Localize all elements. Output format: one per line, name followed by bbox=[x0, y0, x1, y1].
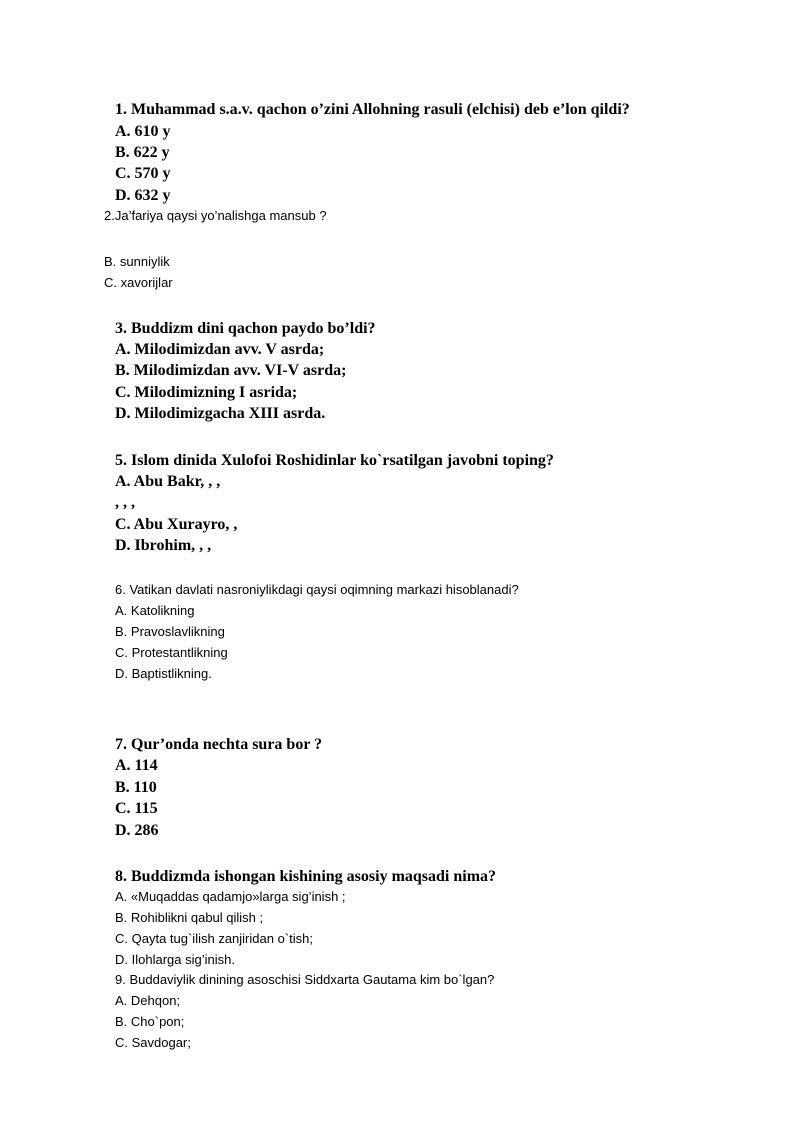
question-7: 7. Qur’onda nechta sura bor ? bbox=[115, 736, 323, 753]
question-6-option-b: B. Pravoslavlikning bbox=[115, 624, 225, 639]
question-1-option-d: D. 632 y bbox=[115, 187, 171, 204]
question-2-option-c: C. xavorijlar bbox=[104, 275, 173, 290]
question-1-option-c: C. 570 y bbox=[115, 165, 171, 182]
question-9-option-c: C. Savdogar; bbox=[115, 1035, 191, 1050]
question-5-option-a: A. Abu Bakr, , , bbox=[115, 473, 221, 490]
question-8-option-b: B. Rohiblikni qabul qilish ; bbox=[115, 910, 264, 925]
question-5-option-b: , , , bbox=[115, 494, 135, 511]
question-3-option-c: C. Milodimizning I asrida; bbox=[115, 384, 298, 401]
question-7-option-b: B. 110 bbox=[115, 779, 157, 796]
question-8-option-d: D. Ilohlarga sig’inish. bbox=[115, 952, 235, 967]
question-5-option-d: D. Ibrohim, , , bbox=[115, 537, 212, 554]
question-7-option-d: D. 286 bbox=[115, 822, 159, 839]
question-6: 6. Vatikan davlati nasroniylikdagi qaysi oqimning markazi hisoblanadi? bbox=[115, 582, 519, 597]
question-8: 8. Buddizmda ishongan kishining asosiy maqsadi nima? bbox=[115, 868, 497, 885]
question-2: 2.Ja’fariya qaysi yo’nalishga mansub ? bbox=[104, 208, 327, 223]
question-5: 5. Islom dinida Xulofoi Roshidinlar ko`rsatilgan javobni toping? bbox=[115, 452, 554, 469]
question-1-option-a: A. 610 y bbox=[115, 123, 171, 140]
question-3-option-a: A. Milodimizdan avv. V asrda; bbox=[115, 341, 325, 358]
question-6-option-d: D. Baptistlikning. bbox=[115, 666, 212, 681]
question-9: 9. Buddaviylik dinining asoschisi Siddxarta Gautama kim bo`lgan? bbox=[115, 972, 495, 987]
question-2-option-b: B. sunniylik bbox=[104, 254, 170, 269]
question-3-option-d: D. Milodimizgacha XIII asrda. bbox=[115, 405, 326, 422]
question-5-option-c: C. Abu Xurayro, , bbox=[115, 516, 238, 533]
question-3: 3. Buddizm dini qachon paydo bo’ldi? bbox=[115, 320, 376, 337]
question-9-option-b: B. Cho`pon; bbox=[115, 1014, 185, 1029]
question-1-option-b: B. 622 y bbox=[115, 144, 170, 161]
question-6-option-a: A. Katolikning bbox=[115, 603, 195, 618]
question-9-option-a: A. Dehqon; bbox=[115, 993, 181, 1008]
question-7-option-a: A. 114 bbox=[115, 757, 158, 774]
question-8-option-a: A. «Muqaddas qadamjo»larga sig’inish ; bbox=[115, 889, 346, 904]
question-7-option-c: C. 115 bbox=[115, 800, 158, 817]
question-8-option-c: C. Qayta tug`ilish zanjiridan o`tish; bbox=[115, 931, 313, 946]
question-3-option-b: B. Milodimizdan avv. VI-V asrda; bbox=[115, 362, 347, 379]
question-1: 1. Muhammad s.a.v. qachon o’zini Allohning rasuli (elchisi) deb e’lon qildi? bbox=[115, 101, 630, 118]
question-6-option-c: C. Protestantlikning bbox=[115, 645, 228, 660]
